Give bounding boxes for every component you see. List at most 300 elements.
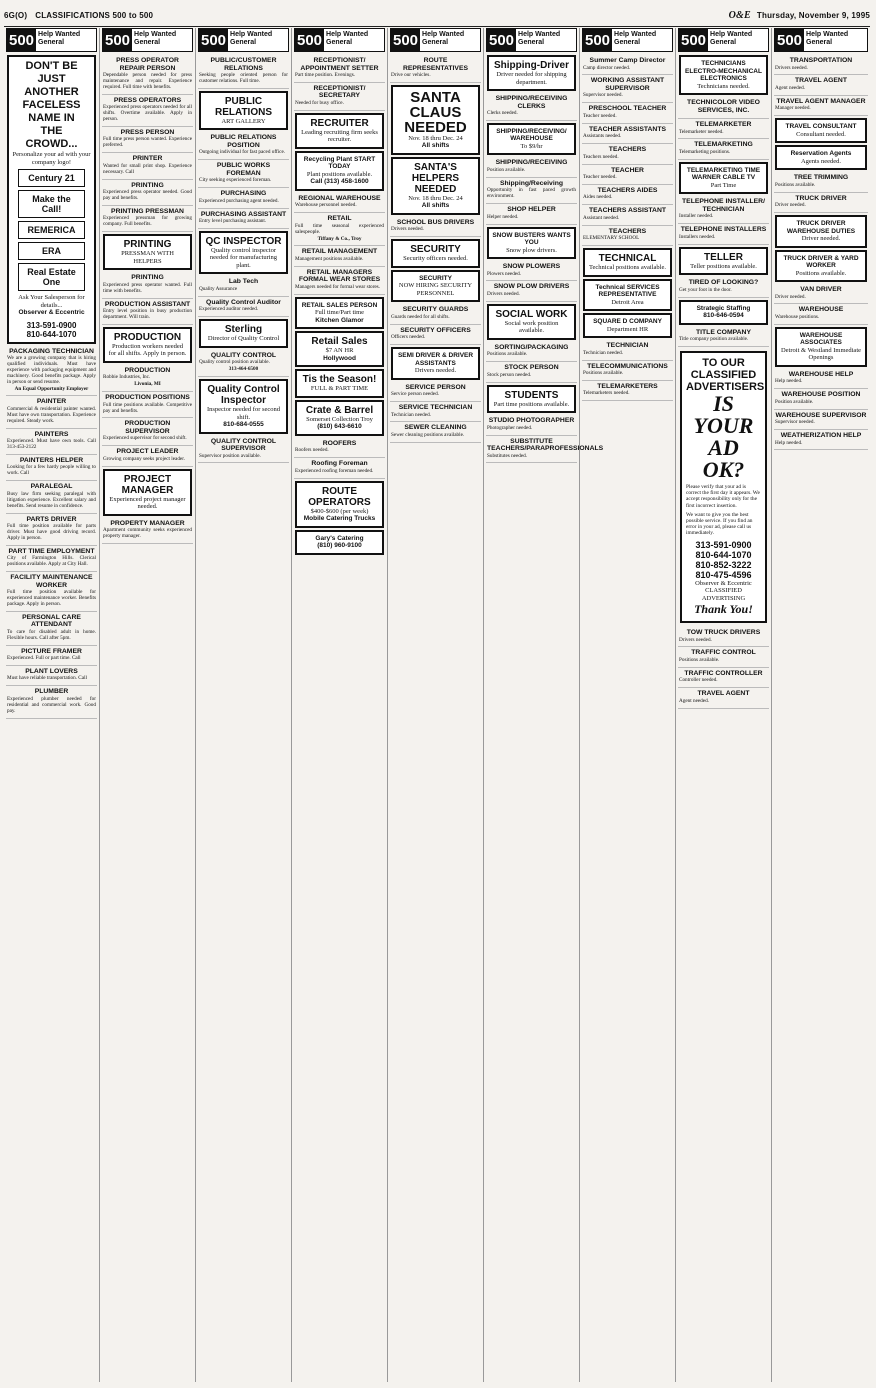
classified-ad <box>294 458 385 478</box>
display-ad <box>679 55 768 95</box>
ad-heading: Roofing Foreman <box>311 460 368 468</box>
display-ad-body: $7 AN HR <box>325 347 354 355</box>
classified-ad <box>198 188 289 208</box>
display-ad <box>295 151 384 191</box>
ad-body: Experienced pressman for growing company. Full benefits. <box>103 215 192 228</box>
column-header-line2: General <box>326 39 353 46</box>
display-ad <box>103 234 192 270</box>
column-4 <box>292 28 388 1382</box>
display-ad <box>775 327 867 367</box>
display-ad-footer: 810-646-0594 <box>703 312 744 320</box>
classified-ad <box>102 206 193 232</box>
column-header-label <box>612 29 658 51</box>
column-header-label <box>804 29 850 51</box>
ad-footer: An Equal Opportunity Employer <box>14 385 89 392</box>
ad-heading: TELEPHONE INSTALLER/ TECHNICIAN <box>682 198 765 213</box>
ad-body: Full time position available for experienced maintenance worker. Benefits package. Apply in person. <box>7 589 96 607</box>
classified-ad <box>582 165 673 185</box>
ad-heading: TEACHERS ASSISTANT <box>588 207 667 215</box>
classified-ad <box>774 172 868 192</box>
classified-ad <box>102 446 193 466</box>
ad-heading: WAREHOUSE <box>798 306 844 314</box>
display-ad-body: Consultant needed. <box>796 130 846 138</box>
ad-heading: TRAVEL AGENT MANAGER <box>776 97 866 105</box>
column-header-line1: Help Wanted <box>518 31 561 38</box>
classified-ad <box>102 95 193 127</box>
display-ad-heading: SNOW BUSTERS WANTS YOU <box>492 231 571 247</box>
display-ad <box>295 331 384 367</box>
sample-logo: Real Estate One <box>18 263 85 291</box>
display-ad-body: Driver needed for shipping department. <box>496 71 567 86</box>
classified-ad <box>678 196 769 224</box>
ad-heading: WAREHOUSE POSITION <box>781 391 861 399</box>
ad-heading: PRODUCTION POSITIONS <box>105 394 190 402</box>
ad-heading: TELECOMMUNICATIONS <box>587 362 668 370</box>
display-ad <box>295 113 384 149</box>
newspaper-page <box>4 4 870 1382</box>
classified-ad <box>678 139 769 159</box>
ad-body: Wanted for small print shop. Experience necessary. Call <box>103 162 192 175</box>
display-ad-heading: RECRUITER <box>310 117 369 129</box>
display-ad-heading: Shipping-Driver <box>493 60 569 71</box>
ad-heading: TECHNICIAN <box>606 342 649 350</box>
display-ad <box>103 469 192 516</box>
classified-ad <box>582 226 673 246</box>
ad-heading: SHIPPING/RECEIVING <box>495 159 568 167</box>
ad-heading: TREE TRIMMING <box>793 174 849 182</box>
ad-body: Drivers needed. <box>775 64 808 71</box>
classified-ad <box>486 157 577 177</box>
column-8 <box>676 28 772 1382</box>
ad-body: Opportunity in fast paced growth environment. <box>487 187 576 200</box>
is-your-ad-ok: AD <box>708 434 739 460</box>
display-ad-heading: TECHNICIANS ELECTRO-MECHANICAL ELECTRONICS <box>685 60 762 82</box>
notice-brand: Observer & Eccentric <box>695 579 752 587</box>
column-header-line1: Help Wanted <box>326 31 369 38</box>
display-ad-body: Driver needed. <box>801 235 841 243</box>
ad-heading: TELEMARKETING <box>694 141 753 149</box>
ad-body: Assistant needed. <box>583 214 620 221</box>
ad-body: Plowers needed. <box>487 270 521 277</box>
ad-body: Drive our vehicles. <box>391 72 431 78</box>
ad-footer: Livonia, MI <box>134 381 161 388</box>
ad-body: Busy law firm seeking paralegal with litigation experience. Excellent salary and benefits. Send resume in confidence. <box>7 490 96 509</box>
display-ad-footer: Call (313) 458-1600 <box>310 178 369 186</box>
classified-ad <box>198 55 289 89</box>
ad-body: Outgoing individual for fast paced office. <box>199 149 286 156</box>
ad-heading: PRINTER <box>132 155 163 163</box>
display-ad-body: Production workers needed for all shifts. Apply in person. <box>108 342 187 358</box>
classified-ad <box>582 144 673 164</box>
sample-logo: Century 21 <box>18 169 85 187</box>
notice-phone: 810-475-4596 <box>695 569 752 580</box>
ad-heading: TEACHERS <box>608 146 647 154</box>
display-ad <box>295 530 384 555</box>
display-ad-footer: (810) 960-9100 <box>317 542 362 550</box>
ad-body: Roofers needed. <box>295 447 329 454</box>
classified-ad <box>6 646 97 666</box>
brand-name: Observer & Eccentric <box>18 309 85 316</box>
classified-ad <box>102 518 193 544</box>
ad-body: Agent needed. <box>775 84 805 91</box>
faceless-line: THE <box>40 125 63 137</box>
ad-body: Experienced. Full or part time. Call <box>7 655 81 662</box>
ad-heading: SNOW PLOWERS <box>502 263 561 271</box>
ad-heading: ROUTE REPRESENTATIVES <box>402 57 469 72</box>
classified-ad <box>486 93 577 121</box>
display-ad-body: Agents needed. <box>800 157 842 165</box>
column-header-line2: General <box>230 39 257 46</box>
ad-body: Supervisor needed. <box>775 419 815 426</box>
ad-body: Experienced plumber needed for residential and commercial work. Good pay. <box>7 695 96 714</box>
ad-body: City seeking experienced foreman. <box>199 177 272 184</box>
ad-heading: PERSONAL CARE ATTENDANT <box>22 613 81 629</box>
classified-ad <box>486 204 577 224</box>
ad-heading: TELEPHONE INSTALLERS <box>680 226 767 234</box>
ad-heading: TEACHER ASSISTANTS <box>588 125 667 133</box>
ad-heading: PART TIME EMPLOYMENT <box>8 547 95 555</box>
ad-body: We are a growing company that is hiring qualified individuals. Must have experience with packaging equipment and machinery. Good benefits package. Apply in person or send resume. <box>7 355 96 385</box>
ad-heading: PRINTING <box>131 181 164 189</box>
display-ad-body: Detroit & Westland Immediate Openings <box>780 346 862 362</box>
display-ad <box>583 279 672 312</box>
display-ad <box>775 215 867 248</box>
ad-heading: PRESS PERSON <box>120 128 175 136</box>
ad-heading: TEACHERS <box>608 227 647 235</box>
classified-ad <box>678 119 769 139</box>
ad-body: Substitutes needed. <box>487 452 528 459</box>
ad-body: Photographer needed. <box>487 424 533 431</box>
classified-ad <box>294 246 385 266</box>
ad-body: Experienced auditor needed. <box>199 306 259 313</box>
section-title: CLASSIFICATIONS 500 to 500 <box>35 10 154 20</box>
classified-advertisers-notice <box>680 351 767 623</box>
ad-body: Camp director needed. <box>583 64 631 71</box>
ad-heading: SORTING/PACKAGING <box>494 343 569 351</box>
column-1 <box>4 28 100 1382</box>
classified-ad <box>6 666 97 686</box>
display-ad <box>583 248 672 277</box>
display-ad <box>679 247 768 276</box>
notice-heading: TO OUR CLASSIFIED ADVERTISERS <box>686 356 765 393</box>
ad-body: Telemarketers needed. <box>583 390 630 397</box>
display-ad-heading: SECURITY <box>419 274 452 282</box>
display-ad-heading: Gary's Catering <box>315 534 364 542</box>
display-ad-body: Inspector needed for second shift. <box>206 406 281 421</box>
classified-ad <box>102 55 193 95</box>
column-header <box>678 28 769 52</box>
ad-body: Assistants needed. <box>583 133 622 140</box>
ad-heading: TRAVEL AGENT <box>795 77 847 85</box>
column-7 <box>580 28 676 1382</box>
ad-body: City of Farmington Hills. Clerical positions available. Apply at City Hall. <box>7 555 96 568</box>
ad-body: Clerks needed. <box>487 110 518 116</box>
column-header-number: 500 <box>103 29 132 51</box>
ad-body: Driver needed. <box>775 293 806 300</box>
ad-heading: REGIONAL WAREHOUSE <box>298 194 381 202</box>
classified-ad <box>198 297 289 317</box>
column-header-line1: Help Wanted <box>614 31 657 38</box>
classified-ad <box>390 55 481 83</box>
ad-body: Title company position available. <box>679 336 749 343</box>
ad-body: Entry level position in busy production department. Will train. <box>103 308 192 320</box>
column-header-label <box>708 29 754 51</box>
notice-phone: 313-591-0900 <box>695 539 752 550</box>
classified-ad <box>294 55 385 83</box>
classified-ad <box>390 382 481 402</box>
ad-footer: 313-464-6500 <box>228 366 259 373</box>
sample-logo: ERA <box>18 242 85 260</box>
classified-ad <box>486 281 577 301</box>
ad-body: Positions available. <box>487 351 528 358</box>
classified-ad <box>582 75 673 103</box>
ad-heading: TELEMARKETERS <box>597 382 658 390</box>
salesperson-text: Ask Your Salesperson for details... <box>18 294 85 309</box>
ad-body: Teacher needed. <box>583 174 617 181</box>
ad-body: Growing company seeks project leader. <box>103 455 185 462</box>
ad-body: Quality Assurance <box>199 285 238 292</box>
classified-ad <box>486 178 577 204</box>
display-ad <box>103 327 192 363</box>
notice-sub: CLASSIFIED ADVERTISING <box>701 587 746 602</box>
column-header-number: 500 <box>679 29 708 51</box>
column-header-number: 500 <box>391 29 420 51</box>
display-ad <box>295 481 384 528</box>
classified-ad <box>294 438 385 458</box>
ad-heading: PRODUCTION SUPERVISOR <box>124 420 171 435</box>
ad-body: Experienced purchasing agent needed. <box>199 197 279 204</box>
ad-body: Entry level purchasing assistant. <box>199 218 267 225</box>
display-ad-heading: STUDENTS <box>504 389 559 401</box>
display-ad <box>199 379 288 434</box>
classified-ad <box>774 193 868 213</box>
ad-body: Guards needed for all shifts. <box>391 313 450 320</box>
ad-body: Technician needed. <box>391 411 431 418</box>
classified-ad <box>294 193 385 213</box>
faceless-line: JUST <box>37 73 66 85</box>
ad-heading: PURCHASING ASSISTANT <box>200 210 287 218</box>
ad-body: Telemarketing positions. <box>679 148 731 155</box>
column-header-line1: Help Wanted <box>806 31 849 38</box>
display-ad-heading: SEMI DRIVER & DRIVER ASSISTANTS <box>397 352 474 367</box>
display-ad-heading: TRUCK DRIVER WAREHOUSE DUTIES <box>786 220 856 235</box>
display-ad-heading: SQUARE D COMPANY <box>593 318 662 326</box>
phone-number: 810-644-1070 <box>26 329 77 339</box>
notice-paragraph: Please verify that your ad is correct the first day it appears. We accept responsibility only for the first incorrect insertion. <box>686 483 760 509</box>
promo-phones <box>12 321 91 339</box>
display-ad <box>487 304 576 340</box>
ad-heading: TRUCK DRIVER <box>795 194 847 202</box>
display-ad-body: Part time positions available. <box>493 400 570 408</box>
display-ad-body: Department HR <box>606 325 649 333</box>
display-ad-footer: Hollywood <box>323 354 356 362</box>
masthead <box>4 4 870 27</box>
ad-heading: PLANT LOVERS <box>25 667 78 675</box>
column-header-line1: Help Wanted <box>38 31 81 38</box>
classified-ad <box>678 668 769 688</box>
column-header-number: 500 <box>295 29 324 51</box>
personalize-text: Personalize your ad with your company logo! <box>12 151 91 166</box>
column-header-line2: General <box>38 39 65 46</box>
display-ad-heading: Sterling <box>224 324 263 336</box>
ad-body: Part time position. Evenings. <box>295 72 356 78</box>
display-ad <box>199 319 288 348</box>
display-ad-heading: TRUCK DRIVER & YARD WORKER <box>783 254 859 270</box>
ad-body: Robbie Industries, Inc. <box>103 374 151 381</box>
display-ad-body: Technicians needed. <box>697 82 750 90</box>
ad-heading: RETAIL <box>327 215 352 223</box>
classified-ad <box>6 455 97 481</box>
ad-body: Experienced press operators needed for all shifts. Overtime available. Apply in person. <box>103 104 192 123</box>
ad-heading: PLUMBER <box>34 688 69 696</box>
column-header-label <box>132 29 178 51</box>
ad-heading: QUALITY CONTROL <box>210 351 277 359</box>
classified-ad <box>6 686 97 718</box>
ad-heading: PRODUCTION <box>124 366 171 374</box>
display-ad-heading: RETAIL SALES PERSON <box>301 301 378 309</box>
ad-body: Experienced press operator needed. Good pay and benefits. <box>103 189 192 201</box>
ad-heading: VAN DRIVER <box>800 286 842 294</box>
column-header-number: 500 <box>199 29 228 51</box>
ad-heading: TRANSPORTATION <box>789 57 853 64</box>
column-header-line2: General <box>518 39 545 46</box>
ad-body: Warehouse personnel needed. <box>295 202 357 209</box>
ad-heading: SERVICE PERSON <box>405 383 466 391</box>
classified-ad <box>678 97 769 119</box>
ad-heading: Shipping/Receiving <box>499 179 564 187</box>
display-ad-body: Leading recruiting firm seeks recruiter. <box>301 128 378 144</box>
ad-heading: WAREHOUSE SUPERVISOR <box>775 411 867 419</box>
column-header-line2: General <box>134 39 161 46</box>
classified-ad <box>390 325 481 345</box>
display-ad-body: Quality control inspector needed for manufacturing plant. <box>209 246 278 269</box>
ad-body: Full time seasonal experienced salespeople. <box>295 222 384 235</box>
display-ad-heading: QC INSPECTOR <box>205 235 282 247</box>
column-header-number: 500 <box>487 29 516 51</box>
ad-heading: TRAFFIC CONTROLLER <box>684 669 763 677</box>
column-2 <box>100 28 196 1382</box>
display-ad-body: Full time/Part time <box>314 309 365 317</box>
display-ad <box>391 239 480 268</box>
display-ad-heading: Reservation Agents <box>790 150 852 158</box>
ad-body: Teachers needed. <box>583 153 619 160</box>
ad-heading: PAINTERS HELPER <box>19 456 84 464</box>
column-header-line1: Help Wanted <box>710 31 753 38</box>
display-ad <box>391 85 480 155</box>
ad-heading: TRAVEL AGENT <box>697 690 750 698</box>
column-header <box>390 28 481 52</box>
display-ad <box>199 231 288 275</box>
column-header-label <box>516 29 562 51</box>
display-ad-heading: ROUTE OPERATORS <box>308 485 371 508</box>
ad-body: Supervisor position available. <box>199 452 261 459</box>
faceless-line: ANOTHER <box>24 86 79 98</box>
ad-body: Apartment community seeks experienced property manager. <box>103 527 192 540</box>
display-ad-body: Security officers needed. <box>403 255 468 263</box>
classified-ad <box>774 369 868 389</box>
display-ad-body: Snow plow drivers. <box>506 246 557 254</box>
classified-ad <box>390 422 481 442</box>
ad-heading: PARALEGAL <box>30 483 73 491</box>
classified-ad <box>102 418 193 446</box>
display-ad-heading: SECURITY <box>410 244 461 256</box>
ad-body: Stock person needed. <box>487 371 532 378</box>
display-ad-footer: All shifts <box>421 142 450 150</box>
classified-ad <box>486 362 577 382</box>
display-ad-heading: SHIPPING/RECEIVING/ WAREHOUSE <box>496 127 567 143</box>
ad-body: Management positions available. <box>295 255 364 262</box>
ad-body: Managers needed for formal wear stores. <box>295 283 380 290</box>
ad-heading: TEACHER <box>611 166 644 174</box>
notice-phone: 810-852-3222 <box>695 559 752 570</box>
ad-body: Controller needed. <box>679 677 718 684</box>
display-ad-body: $400-$600 (per week) <box>310 507 369 515</box>
thank-you: Thank You! <box>694 602 753 617</box>
ad-body: Telemarketer needed. <box>679 128 724 135</box>
ad-heading: PUBLIC WORKS FOREMAN <box>216 162 271 177</box>
column-header <box>6 28 97 52</box>
ad-body: Positions available. <box>679 656 720 663</box>
display-ad-body: Nov. 18 thru Dec. 24 <box>408 194 463 202</box>
display-ad <box>775 145 867 170</box>
classified-ad <box>678 224 769 244</box>
display-ad-heading: Retail Sales <box>311 336 368 348</box>
display-ad <box>391 347 480 380</box>
classified-ad <box>774 75 868 95</box>
display-ad-footer: (810) 643-6610 <box>317 423 362 431</box>
classified-ad <box>678 688 769 708</box>
classified-ad <box>582 381 673 401</box>
ad-heading: PARTS DRIVER <box>26 515 77 523</box>
ad-heading: ROOFERS <box>322 439 357 447</box>
column-5 <box>388 28 484 1382</box>
ad-heading: RETAIL MANAGERS FORMAL WEAR STORES <box>298 268 381 284</box>
ad-body: Seeking people oriented person for customer relations. Full time. <box>199 72 288 84</box>
classified-ad <box>582 205 673 225</box>
classified-ad <box>390 402 481 422</box>
classified-columns <box>4 28 870 1382</box>
ad-body: Teacher needed. <box>583 112 617 119</box>
column-header <box>582 28 673 52</box>
column-header-label <box>420 29 466 51</box>
ad-heading: RETAIL MANAGEMENT <box>301 248 378 256</box>
ad-heading: PRINTING <box>131 274 164 282</box>
classified-ad <box>582 185 673 205</box>
classified-ad <box>486 415 577 435</box>
ad-heading: TITLE COMPANY <box>695 328 751 336</box>
issue-date: Thursday, November 9, 1995 <box>756 10 870 20</box>
ad-body: Help needed. <box>775 378 803 385</box>
classified-ad <box>678 647 769 667</box>
column-header <box>102 28 193 52</box>
display-ad <box>391 270 480 303</box>
display-ad <box>679 162 768 195</box>
display-ad-heading: SANTA CLAUS NEEDED <box>404 88 467 136</box>
ad-footer: Tiffany & Co., Troy <box>317 235 362 242</box>
page-number: 6G(O) <box>4 10 28 20</box>
classified-ad <box>198 350 289 377</box>
ad-heading: SHOP HELPER <box>507 206 556 214</box>
display-ad-heading: TECHNICAL <box>598 253 657 265</box>
display-ad-footer: Kitchen Glamor <box>315 316 364 324</box>
display-ad-body: Drivers needed. <box>414 367 457 375</box>
classified-ad <box>102 365 193 392</box>
ad-heading: TRAFFIC CONTROL <box>691 649 756 657</box>
classified-ad <box>582 55 673 75</box>
display-ad-heading: Quality Control Inspector <box>207 384 280 407</box>
ad-heading: TELEMARKETER <box>695 121 752 128</box>
classified-ad <box>390 304 481 324</box>
